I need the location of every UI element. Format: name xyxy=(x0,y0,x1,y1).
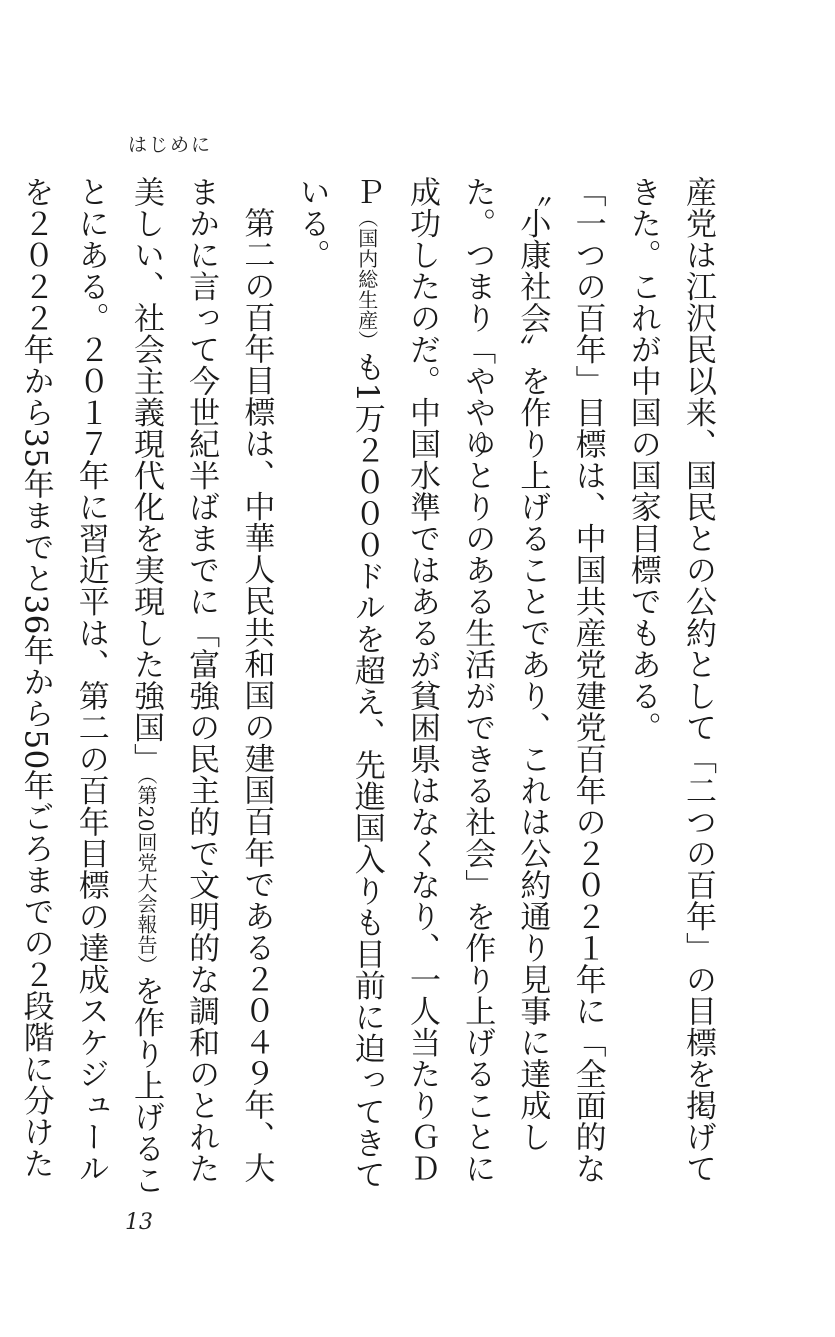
body-text xyxy=(17,176,725,1206)
paragraph-2 xyxy=(283,176,614,1206)
paragraph-3-part-a: 第二の百年目標は、中華人民共和国の建国百年である２０４９年、大まかに言って今世紀半ばまでに「富強の民主的で文明的な調和のとれた美しい、社会主義現代化を実現した強国」 xyxy=(127,176,275,1184)
paragraph-1: 産党は江沢民以来、国民との公約として「二つの百年」の目標を掲げてきた。これが中国の国家目標でもある。 xyxy=(624,176,716,1184)
citation-20th-congress: （第20回党大会報告） xyxy=(133,774,158,976)
running-head: はじめに xyxy=(128,134,213,156)
paragraph-2-part-b: も1万２０００ドルを超え、先進国入りも目前に迫ってきている。 xyxy=(293,176,385,1191)
paragraph-3-part-b: を作り上げることにある。２０１７年に習近平は、第二の百年目標の達成スケジュールを２０２２年から35年までと36年から50年ごろまでの２段階に分けた xyxy=(17,176,164,1196)
paragraph-2-part-a: 「一つの百年」目標は、中国共産党建党百年の２０２１年に「全面的な〝小康社会〟を作り上げることであり、これは公約通り見事に達成した。つまり「ややゆとりのある生活ができる社会」を作り上げることに成功したのだ。中国水準ではあるが貧困県はなくなり、一人当たりＧＤＰ xyxy=(348,176,606,1184)
page-number: 13 xyxy=(125,1210,153,1235)
gdp-note: （国内総生産） xyxy=(354,207,379,351)
paragraph-3 xyxy=(0,176,283,1206)
